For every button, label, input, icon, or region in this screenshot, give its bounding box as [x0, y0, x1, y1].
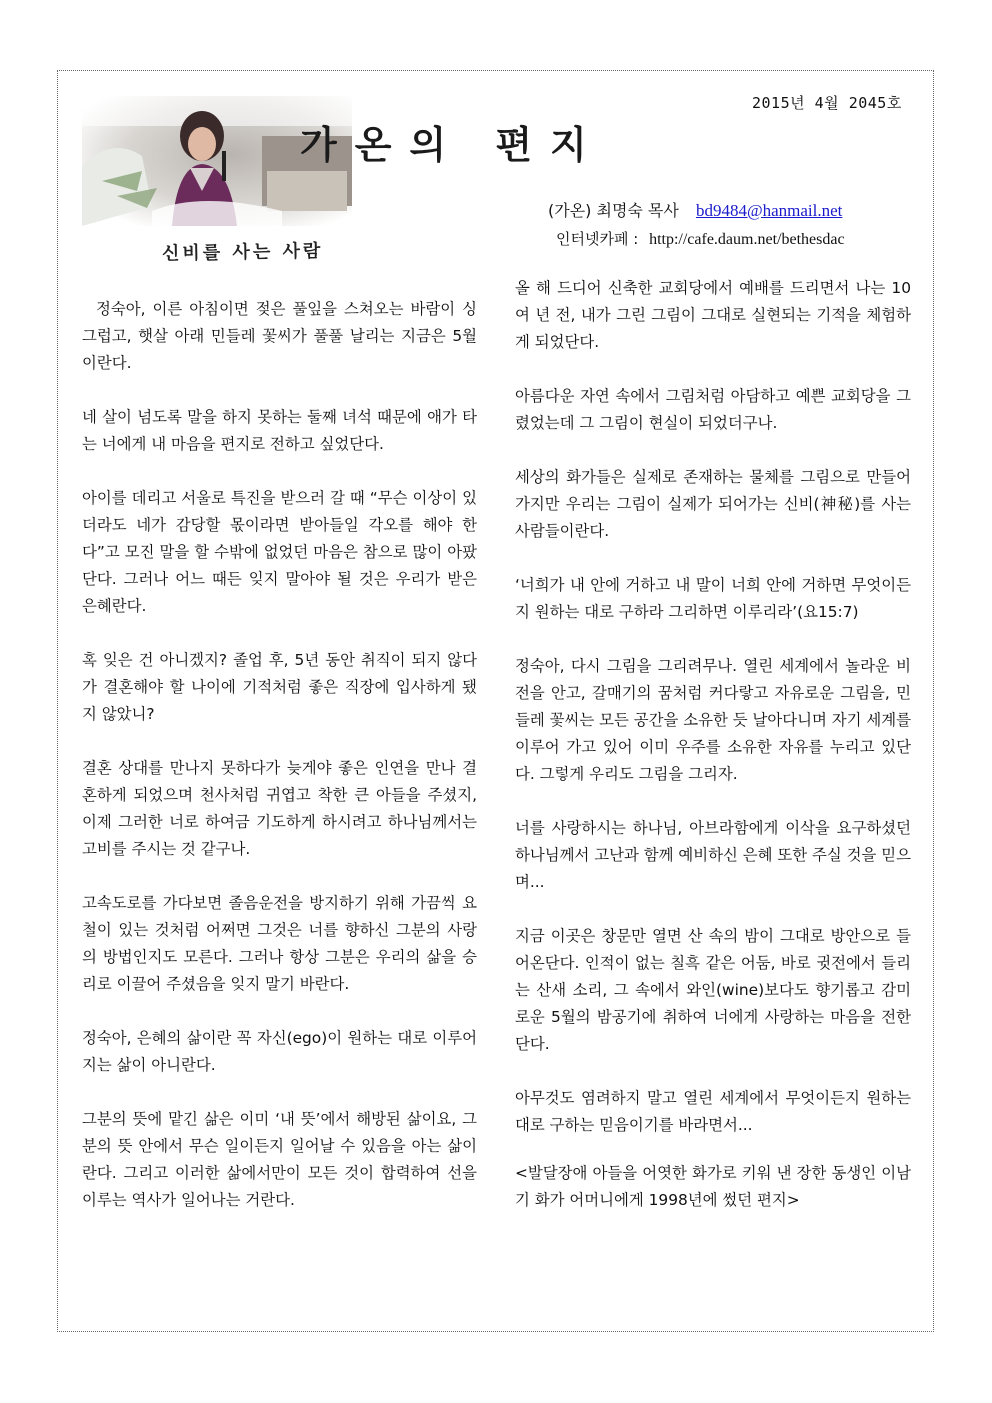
author-line — [548, 198, 842, 221]
cafe-label: 인터넷카페 : — [556, 230, 639, 248]
paragraph: 아이를 데리고 서울로 특진을 받으러 갈 때 “무슨 이상이 있더라도 네가 감당할 몫이라면 받아들일 각오를 해야 한다”고 모진 말을 할 수밖에 없었던 마음은 참으로 많이 아팠단다. 그러나 어느 때든 잊지 말아야 될 것은 우리가 받은 은혜란다. — [82, 489, 477, 615]
paragraph: 고속도로를 가다보면 졸음운전을 방지하기 위해 가끔씩 요철이 있는 것처럼 어쩌면 그것은 너를 향하신 그분의 사랑의 방법인지도 모른다. 그러나 항상 그분은 우리의 삶을 승리로 이끌어 주셨음을 잊지 말기 바란다. — [82, 894, 477, 993]
left-column — [82, 296, 477, 1241]
paragraph: 그분의 뜻에 맡긴 삶은 이미 ‘내 뜻’에서 해방된 삶이요, 그분의 뜻 안에서 무슨 일이든지 일어날 수 있음을 아는 삶이란다. 그리고 이러한 삶에서만이 모든 것이 합력하여 선을 이루는 역사가 일어나는 거란다. — [82, 1110, 477, 1209]
paragraph: ‘너희가 내 안에 거하고 내 말이 너희 안에 거하면 무엇이든지 원하는 대로 구하라 그리하면 이루리라’(요15:7) — [515, 576, 911, 621]
cafe-url: http://cafe.daum.net/bethesdac — [649, 231, 845, 248]
paragraph: 네 살이 넘도록 말을 하지 못하는 둘째 녀석 때문에 애가 타는 너에게 내 마음을 편지로 전하고 싶었단다. — [82, 408, 477, 453]
paragraph: 정숙아, 이른 아침이면 젖은 풀잎을 스쳐오는 바람이 싱그럽고, 햇살 아래 민들레 꽃씨가 풀풀 날리는 지금은 5월이란다. — [82, 300, 477, 372]
paragraph: 너를 사랑하시는 하나님, 아브라함에게 이삭을 요구하셨던 하나님께서 고난과 함께 예비하신 은혜 또한 주실 것을 믿으며... — [515, 819, 911, 891]
issue-number: 2015년 4월 2045호 — [752, 94, 902, 112]
paragraph: 결혼 상대를 만나지 못하다가 늦게야 좋은 인연을 만나 결혼하게 되었으며 천사처럼 귀엽고 착한 큰 아들을 주셨지, 이제 그러한 너로 하여금 기도하게 하시려고 하나님께서는 고비를 주시는 것 같구나. — [82, 759, 477, 858]
article-title: 신비를 사는 사람 — [161, 240, 324, 265]
paragraph: 아름다운 자연 속에서 그림처럼 아담하고 예쁜 교회당을 그렸었는데 그 그림이 현실이 되었더구나. — [515, 387, 911, 432]
postscript: <발달장애 아들을 어엿한 화가로 키워 낸 장한 동생인 이남기 화가 어머니에게 1998년에 썼던 편지> — [515, 1164, 911, 1209]
paragraph: 정숙아, 다시 그림을 그리려무나. 열린 세계에서 놀라운 비전을 안고, 갈매기의 꿈처럼 커다랗고 자유로운 그림을, 민들레 꽃씨는 모든 공간을 소유한 듯 날아다니며 자기 세계를 이루어 가고 있어 이미 우주를 소유한 자유를 누리고 있단다. 그렇게 우리도 그림을 그리자. — [515, 657, 911, 783]
paragraph: 지금 이곳은 창문만 열면 산 속의 밤이 그대로 방안으로 들어온단다. 인적이 없는 칠흑 같은 어둠, 바로 귓전에서 들리는 산새 소리, 그 속에서 와인(wine)보다도 향기롭고 감미로운 5월의 밤공기에 취하여 너에게 사랑하는 마음을 전한단다. — [515, 927, 911, 1053]
paragraph: 세상의 화가들은 실제로 존재하는 물체를 그림으로 만들어 가지만 우리는 그림이 실제가 되어가는 신비(神秘)를 사는 사람들이란다. — [515, 468, 911, 540]
right-column — [515, 275, 911, 1241]
cafe-line — [556, 228, 845, 249]
paragraph: 정숙아, 은혜의 삶이란 꼭 자신(ego)이 원하는 대로 이루어지는 삶이 아니란다. — [82, 1029, 477, 1074]
masthead-title: 가온의 편지 — [300, 122, 605, 167]
paragraph: 혹 잊은 건 아니겠지? 졸업 후, 5년 동안 취직이 되지 않다가 결혼해야 할 나이에 기적처럼 좋은 직장에 입사하게 됐지 않았니? — [82, 651, 477, 723]
email-link[interactable]: bd9484@hanmail.net — [695, 201, 843, 220]
author-name: (가온) 최명숙 목사 — [548, 201, 679, 220]
paragraph: 아무것도 염려하지 말고 열린 세계에서 무엇이든지 원하는 대로 구하는 믿음이기를 바라면서... — [515, 1089, 911, 1134]
paragraph: 올 해 드디어 신축한 교회당에서 예배를 드리면서 나는 10여 년 전, 내가 그린 그림이 그대로 실현되는 기적을 체험하게 되었단다. — [515, 279, 911, 351]
